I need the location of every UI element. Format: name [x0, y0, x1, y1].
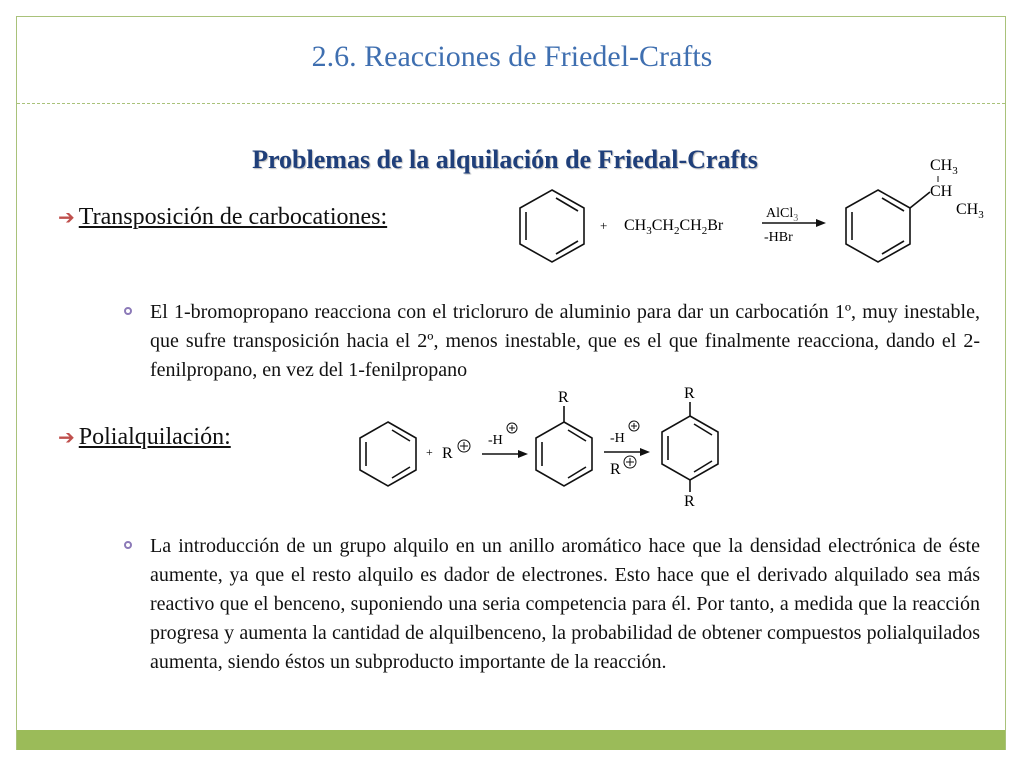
footer-bar	[17, 730, 1005, 750]
dialkylbenzene-ring	[662, 402, 718, 492]
bullet-detail: La introducción de un grupo alquilo en un anillo aromático hace que la densidad electrónica de éste aumente, ya que el resto alquilo es dador de electrones. Esto hace que el derivado alquilado sea más reactivo que el benceno, suponiendo una seria competencia para él. Por tanto, a medida que la reacción progresa y aumenta la cantidad de alquilbenceno, la probabilidad de obtener compuestos polialquilados aumenta, siendo éstos un subproducto importante de la reacción.	[150, 535, 980, 673]
alkylbenzene-ring	[536, 406, 592, 486]
circle-bullet-icon	[124, 541, 132, 549]
plus-sign: +	[426, 445, 433, 459]
proton-loss-label: -H	[610, 431, 625, 446]
right-arrow-icon: ➔	[58, 207, 75, 229]
byproduct-label: -HBr	[764, 230, 793, 245]
title-divider	[17, 103, 1005, 104]
cation-charge-icon	[624, 456, 636, 468]
bullet-transposicion	[58, 204, 387, 231]
proton-loss-label: -H	[488, 433, 503, 448]
catalyst-label: AlCl$_3$	[766, 206, 799, 224]
sub-bullet-transposicion	[120, 298, 980, 385]
reaction-transposition-diagram	[510, 150, 1000, 270]
reaction-polyalkylation-diagram	[350, 384, 730, 510]
proton-charge-icon	[507, 423, 517, 433]
benzene-ring	[360, 422, 416, 486]
reagent-formula	[624, 217, 724, 237]
plus-sign: +	[600, 218, 608, 233]
proton-charge-icon	[629, 421, 639, 431]
cation-charge-icon	[458, 440, 470, 452]
slide-title: 2.6. Reacciones de Friedel-Crafts	[311, 40, 713, 73]
right-arrow-icon: ➔	[58, 427, 75, 449]
bullet-detail: El 1-bromopropano reacciona con el tricloruro de aluminio para dar un carbocatión 1º, muy inestable, que sufre transposición hacia el 2º, menos inestable, que es el que finalmente reacciona, dando el 2-fenilpropano, en vez del 1-fenilpropano	[150, 301, 980, 381]
circle-bullet-icon	[124, 307, 132, 315]
para-substituent-top: R	[684, 385, 695, 402]
electrophile-label: R	[610, 461, 621, 478]
bullet-polialquilacion	[58, 424, 231, 451]
para-substituent-bottom: R	[684, 493, 695, 510]
slide-subtitle: Problemas de la alquilación de Friedal-Crafts	[252, 145, 758, 174]
product-benzene-ring	[846, 190, 930, 262]
product-methyl-side: $CH_3$	[956, 201, 984, 221]
reaction-arrow	[604, 448, 650, 456]
electrophile-label: R	[442, 445, 453, 462]
sub-bullet-polialquilacion	[120, 532, 980, 677]
product-methine: CH	[930, 183, 953, 200]
bullet-heading: Polialquilación:	[78, 424, 231, 450]
alkyl-substituent: R	[558, 389, 569, 406]
product-methyl-top: $CH_3$	[930, 157, 958, 177]
benzene-ring	[520, 190, 584, 262]
bullet-heading: Transposición de carbocationes:	[78, 204, 388, 230]
reaction-arrow	[482, 450, 528, 458]
svg-text:CH3CH2CH2Br: $CH_3CH_2CH_2Br$	[624, 217, 724, 237]
